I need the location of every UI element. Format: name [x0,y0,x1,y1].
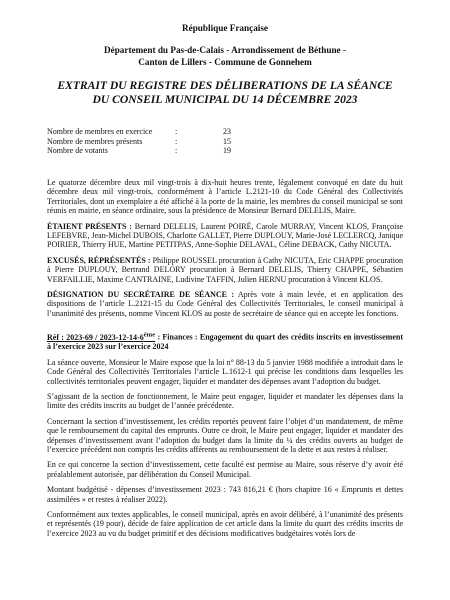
members-label: Nombre de votants [47,146,108,155]
title-line-2: DU CONSEIL MUNICIPAL DU 14 DÉCEMBRE 2023 [92,93,358,106]
members-separator: : [175,136,178,146]
excuses-label: EXCUSÉS, RÉPRÉSENTÉS : [47,255,151,265]
paragraph-faculte: En ce qui concerne la section d’investissement, cette faculté est permise au Maire, sous réserve d’y avoir été préalablement autorisée, par délibération du Conseil Municipal. [47,460,403,479]
members-separator: : [175,146,178,155]
secretary-label: DÉSIGNATION DU SECRÉTAIRE DE SÉANCE : [47,290,234,300]
paragraph-montant: Montant budgétisé - dépenses d’investissement 2023 : 743 816,21 € (hors chapitre 16 « Emprunts et dettes assimilées » et restes à réaliser 2022). [47,485,403,504]
document-title [30,79,420,107]
excuses-paragraph [47,256,403,284]
title-line-1: EXTRAIT DU REGISTRE DES DÉLIBERATIONS DE LA SÉANCE [57,79,393,92]
members-value: 19 [223,146,231,155]
paragraph-law: La séance ouverte, Monsieur le Maire expose que la loi n° 88-13 du 5 janvier 1988 modifiée a introduit dans le Code Général des Collectivités Territoriales l’article L.1612-1 qui précise les conditions dans lesquelles les collectivités territoriales peuvent engager, liquider et mandater des dépenses avant l’adoption du budget. [47,357,403,386]
members-label: Nombre de membres en exercice [47,127,153,136]
secretary-paragraph [47,290,403,318]
reference-suffix: ème [143,331,156,339]
department-heading [40,44,410,68]
deliberation-reference [47,330,403,351]
members-separator: : [175,127,178,136]
secretary-text: Après vote à main levée, et en application des dispositions de l’article L.2121-15 du Code Général des Collectivités Territoriales, le conseil municipal à l’unanimité des présents, nomme Vincent KLOS au poste de secrétaire de séance qui en accepte les fonctions. [47,290,404,318]
members-row [47,146,253,156]
reference-label: Réf : 2023-69 / 2023-12-14-6 [47,332,144,342]
presents-label: ÉTAIENT PRÉSENTS : [47,221,132,231]
intro-paragraph: Le quatorze décembre deux mil vingt-trois à dix-huit heures trente, légalement convoqué en date du huit décembre deux mil vingt-trois, conformément à l’article L.2121-10 du Code Général des Collectivités Territoriales, dont un exemplaire a été affiché à la porte de la mairie, les membres du conseil municipal se sont réunis en mairie, en séance ordinaire, sous la présidence de Monsieur Bernard DELELIS, Maire. [47,178,403,216]
reference-subject: : Finances : Engagement du quart des crédits inscrits en investissement à l’exercice 2023 sur l’exercice 2024 [47,332,404,352]
members-count-table [47,127,253,156]
presents-paragraph [47,222,403,250]
department-line: Département du Pas-de-Calais - Arrondissement de Béthune - [103,45,346,55]
paragraph-fonctionnement: S’agissant de la section de fonctionnement, le Maire peut engager, liquider et mandater les dépenses dans la limite des crédits inscrits au budget de l’année précédente. [47,391,403,411]
members-label: Nombre de membres présents [47,136,143,146]
members-row [47,127,253,137]
canton-line: Canton de Lillers - Commune de Gonnehem [138,57,312,67]
excuses-list: Philippe ROUSSEL procuration à Cathy NICUTA, Eric CHAPPE procuration à Pierre DUPLOUY, Bertrand DELORY procuration à Bernard DELELIS, Thierry CHAPPE, Sébastien VERFAILLIE, Maxime CANTRAINE, Ludivine TAFFIN, Julien HERNU procuration à Vincent KLOS. [47,255,403,284]
members-row [47,137,253,147]
members-value: 23 [223,127,231,136]
document-body [47,178,403,544]
reference-number [47,333,155,342]
members-value: 15 [223,136,231,146]
presents-list: Bernard DELELIS, Laurent POIRÉ, Carole MURRAY, Vincent KLOS, Françoise LEFEBVRE, Jean-Michel DUBOIS, Charlotte GALLET, Pierre DUPLOUY, Marie-José LECLERCQ, Janique POIRIER, Thierry HUE, Martine PETITPAS, Anne-Sophie DELAVAL, Céline DEBACK, Cathy NICUTA. [47,221,403,250]
republic-heading: République Française [181,23,268,33]
paragraph-investissement: Concernant la section d’investissement, les crédits reportés peuvent faire l’objet d’un mandatement, de même que le remboursement du capital des emprunts. Outre ce droit, le Maire peut engager, liquider et mandater des dépenses d’investissement avant l’adoption du budget dans la limite du ¼ des crédits ouverts au budget de l’exercice précédent non compris les crédits afférents au remboursement de la dette et aux restes à réaliser. [47,416,403,454]
paragraph-decision: Conformément aux textes applicables, le conseil municipal, après en avoir délibéré, à l’unanimité des présents et représentés (19 pour), décide de faire application de cet article dans la limite du quart des crédits inscrits de l’exercice 2023 au vu du budget primitif et des décisions modificatives budgétaires votés lors de [47,510,403,538]
